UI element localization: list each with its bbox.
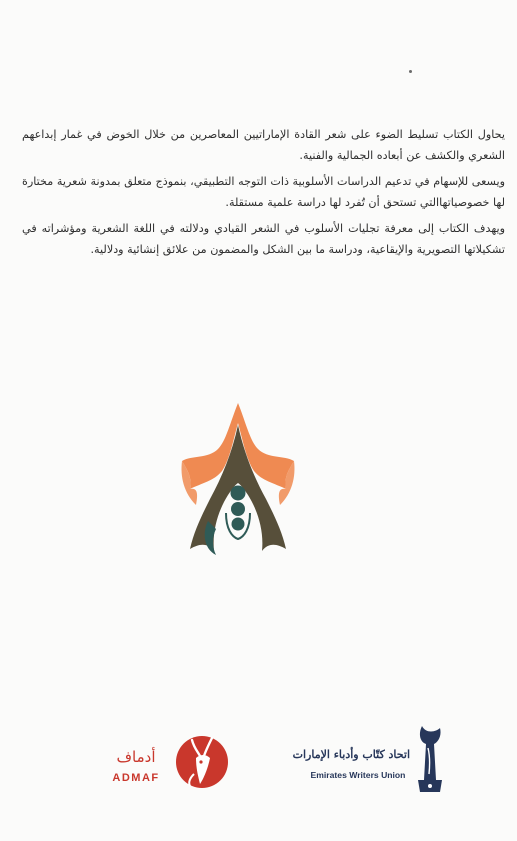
description-paragraph-3: ويهدف الكتاب إلى معرفة تجليات الأسلوب في الشعر القيادي ودلالته في اللغة الشعرية ومؤشراته في تشكيلاتها التصويرية والإيقاعية، ودراسة ما بين الشكل والمضمون من علائق إنشائية ودلالية. [22,222,505,256]
book-description [22,124,505,265]
writers-union-arabic-name: اتحاد كتّاب وأدباء الإمارات [292,748,410,761]
writers-union-english-name: Emirates Writers Union [310,770,406,780]
gazelle-logo-icon [174,728,230,792]
quill-torch-logo-icon [414,724,445,794]
admaf-logo-group [104,728,234,792]
series-emblem-icon [178,403,298,561]
admaf-english-name: ADMAF [112,772,160,784]
writers-union-logo-group [292,724,445,794]
description-paragraph-2: ويسعى للإسهام في تدعيم الدراسات الأسلوبية ذات التوجه التطبيقي، بنموذج متعلق بمدونة شعرية مختارة لها خصوصياتهاالتي تستحق أن تُفرد لها دراسة علمية مستقلة. [22,175,505,209]
print-dot [409,70,412,73]
admaf-arabic-name: أدماف [116,748,156,766]
description-paragraph-1: يحاول الكتاب تسليط الضوء على شعر القادة الإماراتيين المعاصرين من خلال الخوض في غمار إبداعهم الشعري والكشف عن أبعاده الجمالية والفنية. [22,128,505,162]
